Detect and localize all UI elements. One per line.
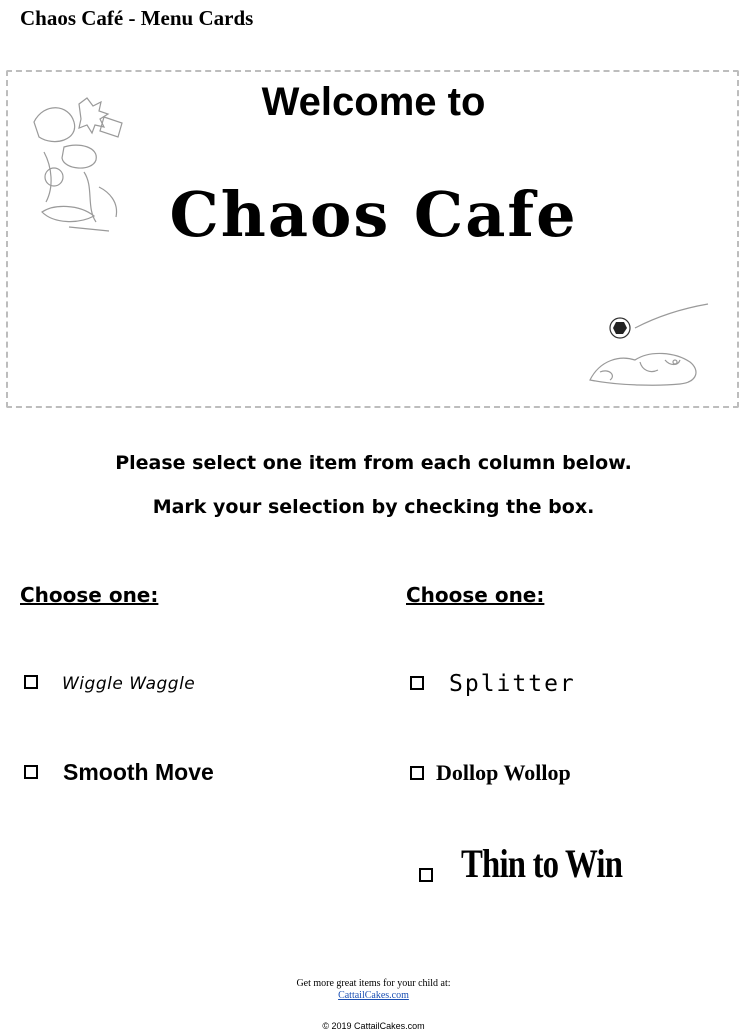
instruction-line-2: Mark your selection by checking the box.	[152, 496, 595, 518]
document-title: Chaos Café - Menu Cards	[20, 6, 254, 30]
menu-item-dollop-wollop: Dollop Wollop	[436, 760, 571, 785]
welcome-heading: Welcome to	[261, 80, 486, 124]
cafe-name-text: Chaos Cafe	[169, 178, 578, 251]
splitter-checkbox[interactable]	[410, 676, 424, 690]
cafe-name-logo	[0, 178, 747, 251]
menu-item-splitter: Splitter	[449, 671, 576, 697]
right-column-heading: Choose one:	[406, 583, 545, 607]
menu-item-smooth-move: Smooth Move	[63, 759, 214, 785]
wiggle-waggle-checkbox[interactable]	[24, 675, 38, 689]
dollop-wollop-checkbox[interactable]	[410, 766, 424, 780]
smooth-move-checkbox[interactable]	[24, 765, 38, 779]
footer-copyright: © 2019 CattailCakes.com	[322, 1021, 425, 1031]
footer-website-link[interactable]: CattailCakes.com	[338, 990, 409, 1001]
thin-to-win-checkbox[interactable]	[419, 868, 433, 882]
menu-item-thin-to-win: Thin to Win	[461, 841, 623, 886]
menu-item-wiggle-waggle: Wiggle Waggle	[62, 674, 196, 694]
soccer-octopus-sketch-illustration	[580, 300, 715, 390]
footer-note: Get more great items for your child at:	[296, 978, 451, 989]
left-column-heading: Choose one:	[20, 583, 159, 607]
instruction-line-1: Please select one item from each column below.	[115, 452, 632, 474]
